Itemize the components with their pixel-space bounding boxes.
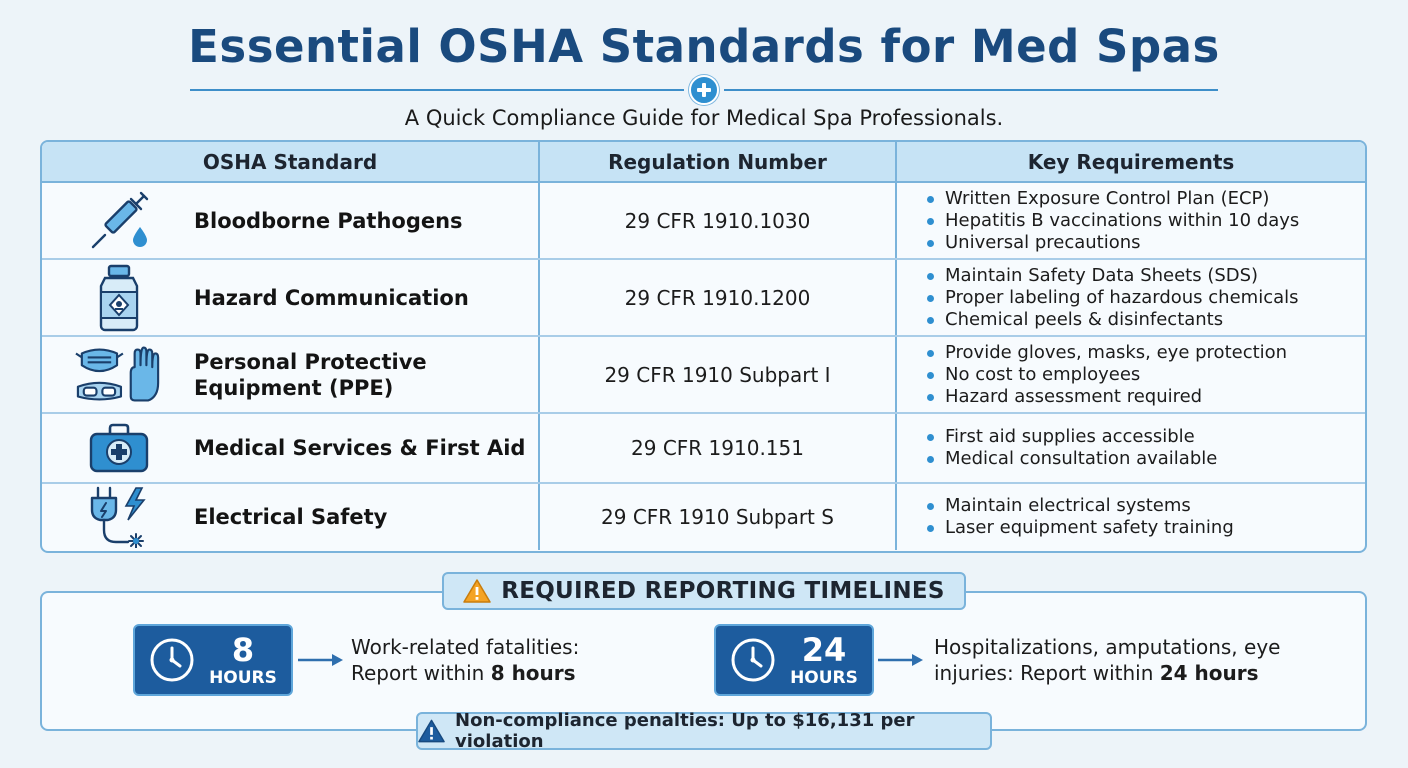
hours-badge-24 [714, 624, 874, 696]
regulation-cell: 29 CFR 1910.1030 [540, 183, 897, 258]
warning-icon [463, 578, 491, 604]
reporting-line [351, 660, 579, 686]
standard-name-line1: Personal Protective [194, 349, 427, 374]
first-aid-kit-icon [74, 413, 164, 483]
regulation-cell: 29 CFR 1910.1200 [540, 260, 897, 335]
syringe-icon [74, 186, 164, 256]
requirement-item: Hepatitis B vaccinations within 10 days [927, 210, 1299, 232]
reporting-deadline: 24 hours [1159, 661, 1259, 685]
requirement-item: No cost to employees [927, 364, 1287, 386]
standard-name: Bloodborne Pathogens [194, 208, 463, 233]
arrow-right-icon [878, 652, 924, 668]
standards-table [40, 140, 1367, 553]
requirements-cell [897, 183, 1365, 258]
table-header [42, 142, 1365, 183]
standard-name [194, 349, 427, 401]
standard-cell [42, 260, 540, 335]
standard-name: Hazard Communication [194, 285, 469, 310]
page-title: Essential OSHA Standards for Med Spas [188, 20, 1220, 73]
title-divider-left [190, 89, 684, 91]
alert-icon [418, 718, 445, 744]
table-row [42, 414, 1365, 484]
chemical-bottle-icon [74, 263, 164, 333]
electrical-plug-icon [74, 482, 164, 552]
reporting-line: Work-related fatalities: [351, 635, 580, 659]
standard-name: Electrical Safety [194, 505, 388, 529]
requirement-item: Provide gloves, masks, eye protection [927, 342, 1287, 364]
penalty-text: Non-compliance penalties: Up to $16,131 per violation [455, 710, 915, 752]
clock-icon [730, 637, 776, 683]
penalty-banner [416, 712, 992, 750]
arrow-right-icon [298, 652, 344, 668]
reporting-prefix: Report within [351, 661, 491, 685]
hours-unit: HOURS [209, 667, 277, 688]
requirement-item: Chemical peels & disinfectants [927, 309, 1299, 331]
hours-unit: HOURS [790, 667, 858, 688]
requirement-item: Hazard assessment required [927, 386, 1287, 408]
requirement-item: Medical consultation available [927, 448, 1217, 470]
column-header-standard: OSHA Standard [42, 142, 540, 181]
reporting-text-hospitalizations [934, 634, 1280, 686]
requirement-item: First aid supplies accessible [927, 426, 1217, 448]
medical-plus-icon [689, 75, 719, 105]
standard-cell [42, 337, 540, 412]
requirement-item: Maintain Safety Data Sheets (SDS) [927, 265, 1299, 287]
requirements-cell [897, 260, 1365, 335]
standard-name-line2: Equipment (PPE) [194, 375, 394, 400]
regulation-cell: 29 CFR 1910 Subpart I [540, 337, 897, 412]
table-row [42, 260, 1365, 337]
reporting-text-fatalities [351, 634, 579, 686]
standard-name: Medical Services & First Aid [194, 436, 526, 460]
requirements-cell [897, 337, 1365, 412]
reporting-deadline: 8 hours [490, 661, 576, 685]
timelines-header [442, 572, 966, 610]
requirement-item: Universal precautions [927, 232, 1299, 254]
table-row [42, 337, 1365, 414]
page-subtitle: A Quick Compliance Guide for Medical Spa Professionals. [404, 106, 1004, 130]
regulation-cell: 29 CFR 1910 Subpart S [540, 484, 897, 550]
title-divider-right [724, 89, 1218, 91]
requirement-item: Laser equipment safety training [927, 517, 1234, 539]
regulation-cell: 29 CFR 1910.151 [540, 414, 897, 482]
standard-cell [42, 183, 540, 258]
standard-cell [42, 484, 540, 550]
requirement-item: Maintain electrical systems [927, 495, 1234, 517]
requirements-cell [897, 484, 1365, 550]
hours-number: 24 [801, 630, 847, 669]
standard-cell [42, 414, 540, 482]
requirement-item: Proper labeling of hazardous chemicals [927, 287, 1299, 309]
table-row [42, 484, 1365, 550]
clock-icon [149, 637, 195, 683]
table-row [42, 183, 1365, 260]
ppe-icon [74, 340, 164, 410]
reporting-line [934, 660, 1280, 686]
timelines-title: REQUIRED REPORTING TIMELINES [501, 578, 945, 604]
requirement-item: Written Exposure Control Plan (ECP) [927, 188, 1299, 210]
requirements-cell [897, 414, 1365, 482]
hours-badge-8 [133, 624, 293, 696]
hours-number: 8 [231, 630, 255, 669]
column-header-requirements: Key Requirements [1027, 149, 1235, 174]
reporting-line: Hospitalizations, amputations, eye [934, 635, 1281, 659]
column-header-regulation: Regulation Number [540, 142, 897, 181]
reporting-prefix: injuries: Report within [934, 661, 1160, 685]
